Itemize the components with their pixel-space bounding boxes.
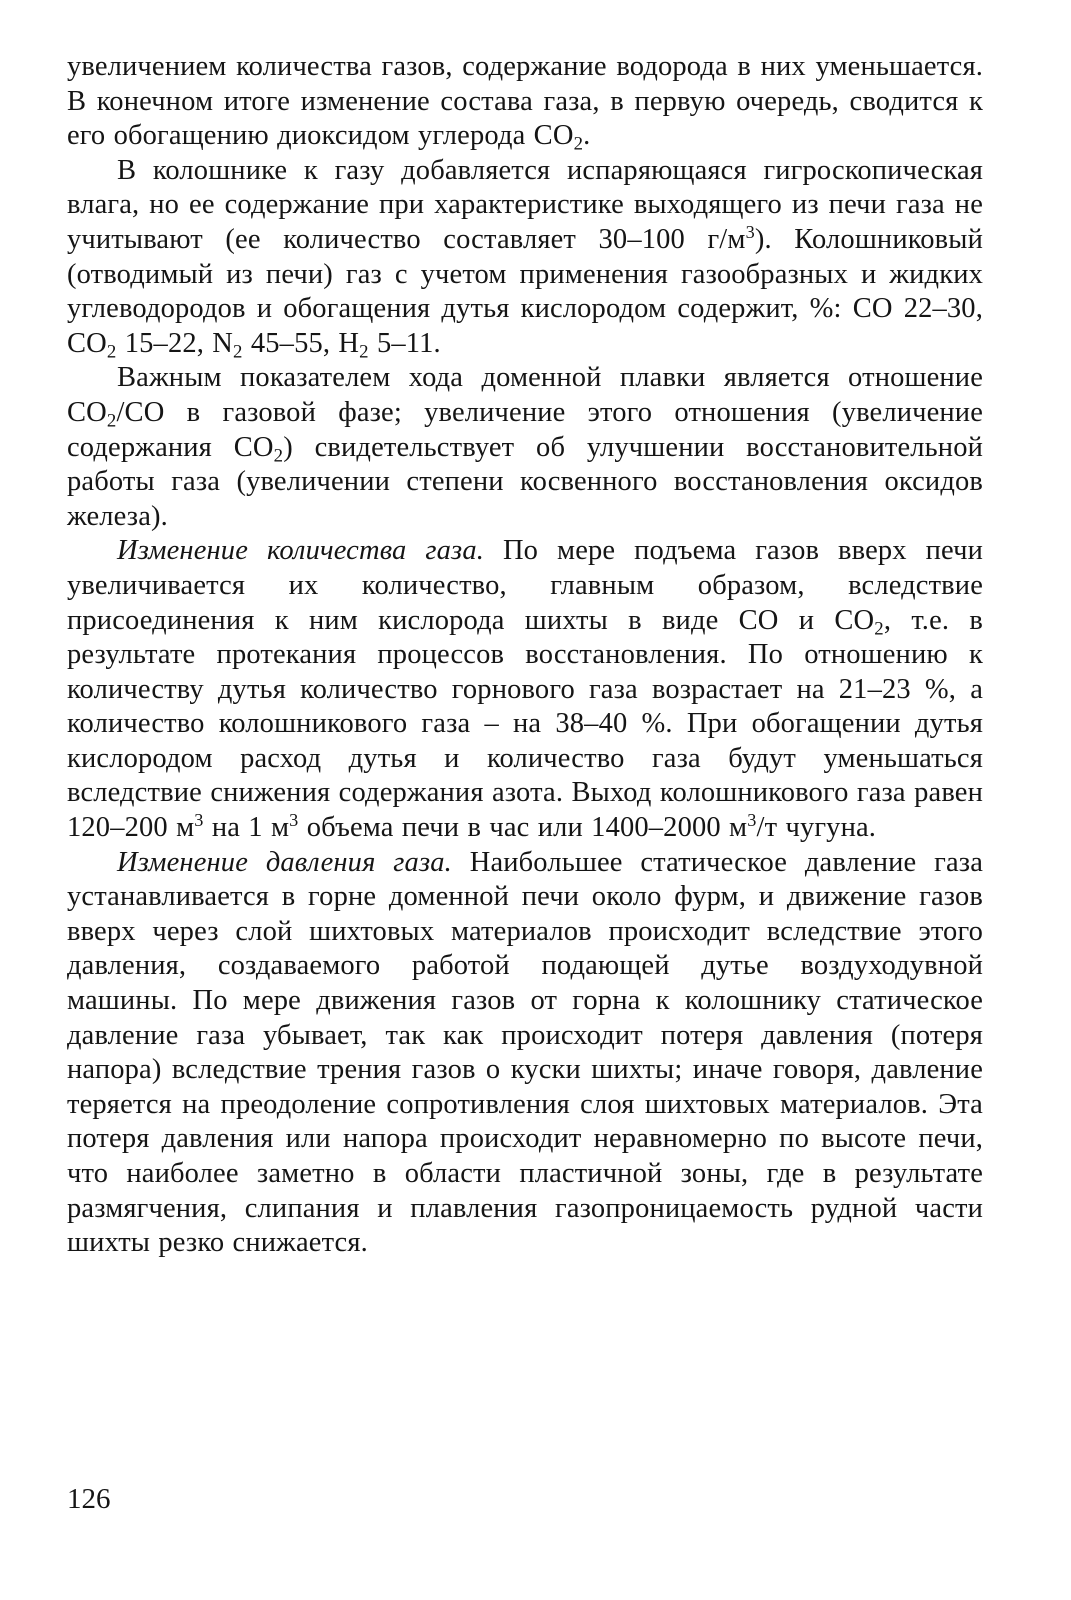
paragraph-text: 45–55, H [242,327,360,359]
paragraph-text: ) свидетельствует об улучшении восстановительной работы газа (увеличении степени косвенного восстановления оксидов железа). [67,431,983,532]
paragraph-text: увеличением количества газов, содержание водорода в них уменьшается. В конечном итоге изменение состава газа, в первую очередь, сводится к его обогащению диоксидом углерода CO [67,51,983,152]
paragraph-heading: Изменение давления газа. [117,846,452,878]
paragraph [67,361,983,534]
superscript: 3 [289,810,299,831]
paragraph-text: 5–11. [368,327,441,359]
paragraph-text: 15–22, N [116,327,234,359]
paragraph-text: /т чугуна. [756,812,877,844]
paragraph-text: В колошнике к газу добавляется испаряющаяся гигроскопическая влага, но ее содержание при характеристике выходящего из печи газа не учитывают (ее количество составляет 30–100 г/м [67,154,983,255]
paragraph-text: /CO в газовой фазе; увеличение этого отношения (увеличение содержания CO [67,396,983,463]
paragraph-text: на 1 м [203,812,290,844]
subscript: 2 [233,341,243,363]
subscript: 2 [273,444,284,466]
page-number: 126 [67,1483,111,1515]
subscript: 2 [106,341,117,363]
paragraph-text: По мере подъема газов вверх печи увеличивается их количество, главным образом, вследствие присоединения к ним кислорода шихты в виде CO и CO [67,535,983,636]
paragraph-text: объема печи в час или 1400–2000 м [298,812,748,844]
paragraph-text: Важным показателем хода доменной плавки является отношение CO [67,362,983,428]
paragraph-text: ). Колошниковый (отводимый из печи) газ с учетом применения газообразных и жидких углеводородов и обогащения дутья кислородом содержит, %: CO 22–30, CO [67,223,983,359]
subscript: 2 [573,133,584,155]
paragraph [67,846,983,1261]
subscript: 2 [874,617,884,639]
paragraph [67,534,983,845]
paragraph-text: . [583,120,591,152]
superscript: 3 [745,221,755,242]
paragraph-heading: Изменение количества газа. [117,535,484,567]
paragraph [67,50,983,154]
subscript: 2 [359,341,369,363]
paragraph-text: , т.е. в результате протекания процессов восстановления. По отношению к количеству дутья количество горнового газа возрастает на 21–23 %, а количество колошникового газа – на 38–40 %. При обогащении дутья кислородом расход дутья и количество газа будут уменьшаться вследствие снижения содержания азота. Выход колошникового газа равен 120–200 м [67,604,983,844]
paragraph-text: Наибольшее статическое давление газа устанавливается в горне доменной печи около фурм, и движение газов вверх через слой шихтовых материалов происходит вследствие этого давления, создаваемого работой подающей дутье воздуходувной машины. По мере движения газов от горна к колошнику статическое давление газа убывает, так как происходит потеря давления (потеря напора) вследствие трения газов о куски шихты; иначе говоря, давление теряется на преодоление сопротивления слоя шихтовых материалов. Эта потеря давления или напора происходит неравномерно по высоте печи, что наиболее заметно в области пластичной зоны, где в результате размягчения, слипания и плавления газопроницаемость рудной части шихты резко снижается. [67,846,983,1259]
superscript: 3 [747,810,757,831]
page-body [67,50,983,1540]
superscript: 3 [194,810,204,831]
subscript: 2 [106,410,117,432]
paragraph [67,154,983,362]
